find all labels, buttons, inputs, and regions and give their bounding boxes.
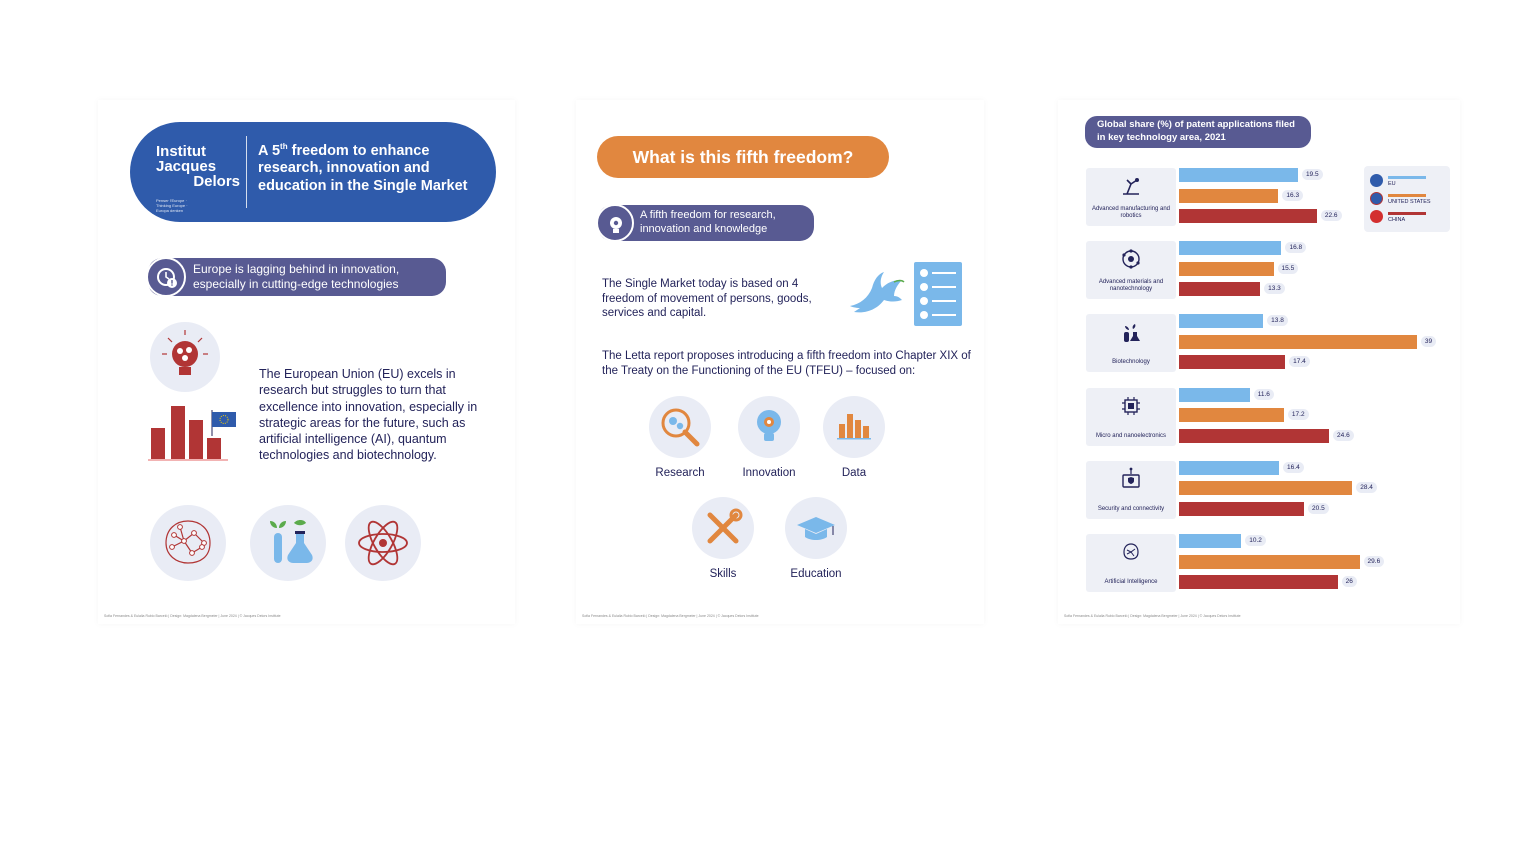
lab-flask-plant-icon: [250, 505, 326, 581]
magnifier-gears-icon: [649, 396, 711, 458]
graduation-cap-icon: [785, 497, 847, 559]
eu-flag-icon: [1370, 174, 1383, 187]
bar-value-label: 16.3: [1282, 190, 1303, 201]
china-flag-icon: [1370, 210, 1383, 223]
bar-value-label: 15.5: [1278, 263, 1299, 274]
category-box: [1086, 388, 1176, 446]
logo-tagline: Penser l'Europe · Thinking Europe · Europa denken: [156, 198, 188, 213]
bar-china: [1179, 502, 1304, 516]
bar-eu: [1179, 461, 1279, 475]
bar-value-label: 19.5: [1302, 169, 1323, 180]
checklist-icon: [912, 260, 964, 328]
lightbulb-icon: [150, 322, 220, 392]
category-icon: [1119, 320, 1143, 344]
category-box: [1086, 461, 1176, 519]
letta-report-text: The Letta report proposes introducing a fifth freedom into Chapter XIX of the Treaty on the Functioning of the EU (TFEU) – focused on:: [602, 350, 971, 377]
body-text: The European Union (EU) excels in research but struggles to turn that excellence into innovation, especially in strategic areas for the future, such as artificial intelligence (AI), quantum technologies and biotechnology.: [259, 367, 478, 463]
category-label: Biotechnology: [1112, 359, 1150, 366]
category-label: Security and connectivity: [1097, 505, 1165, 512]
bar-china: [1179, 355, 1285, 369]
section-pill: [148, 258, 446, 296]
bar-value-label: 39: [1421, 336, 1436, 347]
credits-footer: Sofia Fernandes & Eulalia Rubio Barceló | Design: Magdalena Bergmeier | June 2024 | © Jacques Delors Institute: [582, 614, 759, 618]
header-divider: [246, 136, 247, 208]
focus-item-research: [640, 396, 720, 479]
logo-line-3: Delors: [193, 173, 240, 190]
lightbulb-gear-icon: [596, 204, 634, 242]
section-title: What is this fifth freedom?: [597, 136, 889, 178]
section-pill-text: Europe is lagging behind in innovation, especially in cutting-edge technologies: [193, 262, 400, 291]
focus-label: Data: [841, 467, 867, 479]
category-box: [1086, 534, 1176, 592]
bar-eu: [1179, 534, 1241, 548]
bar-united-states: [1179, 335, 1417, 349]
chart-title: Global share (%) of patent applications filed in key technology area, 2021: [1085, 116, 1311, 148]
bar-value-label: 20.5: [1308, 503, 1329, 514]
category-icon: [1119, 394, 1143, 418]
bar-united-states: [1179, 481, 1352, 495]
bar-value-label: 10.2: [1245, 535, 1266, 546]
lightbulb-icon: [738, 396, 800, 458]
bar-value-label: 13.3: [1264, 283, 1285, 294]
bar-united-states: [1179, 262, 1274, 276]
bar-chart-eu-flag-icon: [148, 400, 240, 464]
atom-icon: [345, 505, 421, 581]
category-icon: [1119, 247, 1143, 271]
bar-value-label: 13.8: [1267, 315, 1288, 326]
bar-united-states: [1179, 408, 1284, 422]
focus-label: Innovation: [742, 467, 796, 479]
category-label: Micro and nanoelectronics: [1095, 432, 1167, 439]
bar-value-label: 26: [1342, 576, 1357, 587]
category-box: [1086, 314, 1176, 372]
focus-label: Education: [790, 568, 842, 580]
single-market-text: The Single Market today is based on 4 freedom of movement of persons, goods, services and capital.: [602, 278, 812, 319]
section-pill: [598, 205, 814, 241]
category-label: Advanced materials and nanotechnology: [1098, 279, 1164, 293]
category-label: Advanced manufacturing and robotics: [1091, 206, 1171, 219]
logo-line-2: Jacques: [156, 158, 217, 175]
bar-value-label: 17.4: [1289, 356, 1310, 367]
infographic-panel-3: [1058, 100, 1460, 624]
bar-value-label: 28.4: [1356, 482, 1377, 493]
bar-value-label: 11.6: [1254, 389, 1274, 400]
clock-alert-icon: [146, 257, 186, 297]
focus-item-data: [814, 396, 894, 479]
credits-footer: Sofia Fernandes & Eulalia Rubio Barceló | Design: Magdalena Bergmeier | June 2024 | © Jacques Delors Institute: [1064, 614, 1241, 618]
focus-item-innovation: [729, 396, 809, 479]
credits-footer: Sofia Fernandes & Eulalia Rubio Barceló | Design: Magdalena Bergmeier | June 2024 | © Jacques Delors Institute: [104, 614, 281, 618]
bar-value-label: 17.2: [1288, 409, 1309, 420]
category-label: Artificial Intelligence: [1104, 579, 1158, 585]
bar-china: [1179, 282, 1260, 296]
bar-value-label: 16.8: [1285, 242, 1306, 253]
logo-line-1: Institut: [156, 143, 206, 160]
bar-eu: [1179, 314, 1263, 328]
bar-value-label: 24.6: [1333, 430, 1354, 441]
category-box: [1086, 168, 1176, 226]
bar-china: [1179, 575, 1338, 589]
us-flag-icon: [1370, 192, 1383, 205]
infographic-panel-1: [98, 100, 515, 624]
bar-eu: [1179, 241, 1281, 255]
header-banner: [130, 122, 496, 222]
focus-item-education: [776, 497, 856, 580]
chart-legend: EU UNITED STATES CHINA: [1364, 166, 1450, 232]
page-title: A 5th freedom to enhance research, innovation and education in the Single Market: [258, 142, 468, 194]
bar-value-label: 16.4: [1283, 462, 1304, 473]
bar-chart-icon: [823, 396, 885, 458]
institut-logo: [156, 143, 240, 213]
focus-item-skills: [683, 497, 763, 580]
bar-united-states: [1179, 555, 1360, 569]
category-icon: [1119, 540, 1143, 564]
tools-icon: [692, 497, 754, 559]
neural-network-icon: [150, 505, 226, 581]
category-box: [1086, 241, 1176, 299]
bar-eu: [1179, 388, 1250, 402]
focus-label: Research: [655, 467, 705, 479]
dove-icon: [844, 262, 910, 322]
bar-united-states: [1179, 189, 1278, 203]
section-pill-text: A fifth freedom for research, innovation and knowledge: [640, 209, 776, 235]
bar-value-label: 29.6: [1364, 556, 1385, 567]
infographic-panel-2: [576, 100, 984, 624]
bar-china: [1179, 429, 1329, 443]
bar-china: [1179, 209, 1317, 223]
category-icon: [1119, 467, 1143, 491]
bar-eu: [1179, 168, 1298, 182]
bar-value-label: 22.6: [1321, 210, 1342, 221]
category-icon: [1119, 174, 1143, 198]
focus-label: Skills: [709, 568, 737, 580]
